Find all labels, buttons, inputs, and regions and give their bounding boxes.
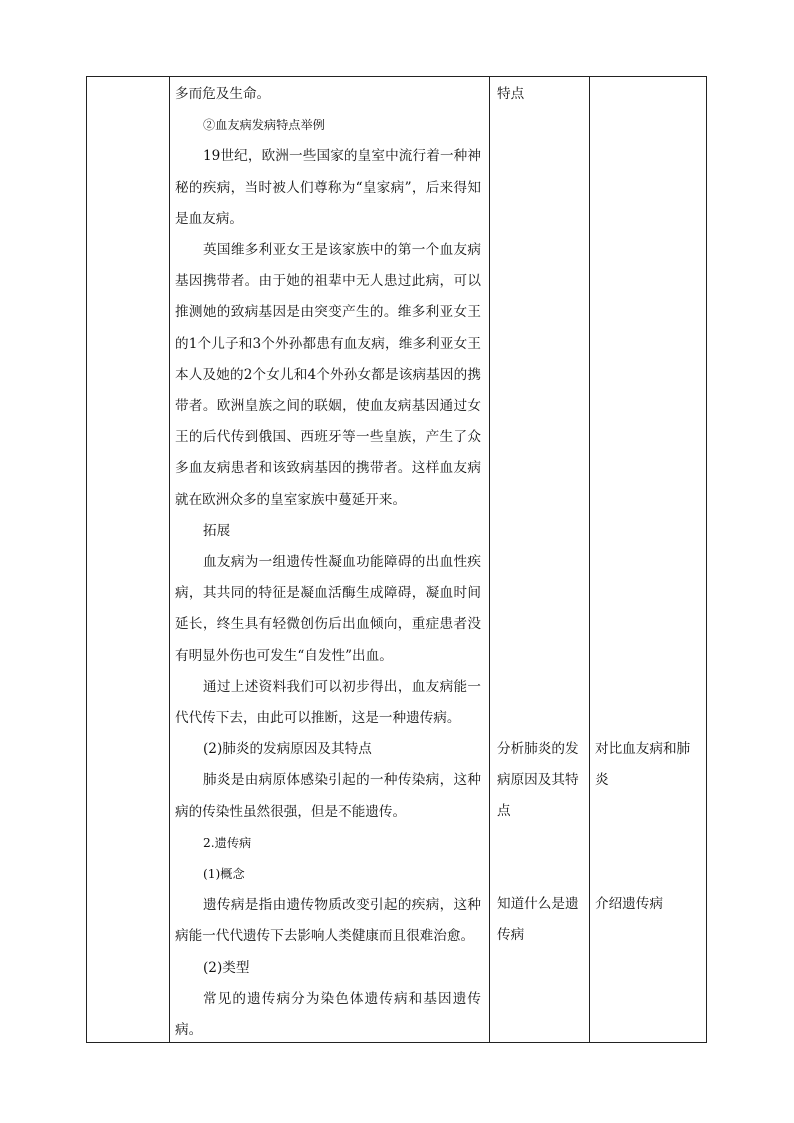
column-divider-1 <box>169 77 170 1042</box>
teaching-content-column <box>175 77 481 1046</box>
content-paragraph-4: 拓展 <box>203 522 231 539</box>
activity-cell-2: 分析肺炎的发病原因及其特点 <box>497 741 579 820</box>
content-paragraph-10: (1)概念 <box>203 867 245 882</box>
content-paragraph-0: 多而危及生命。 <box>175 86 271 102</box>
column-divider-2 <box>489 77 490 1042</box>
lesson-table <box>86 76 707 1043</box>
content-paragraph-1: ②血友病发病特点举例 <box>203 118 325 133</box>
content-paragraph-2: 19世纪，欧洲一些国家的皇室中流行着一种神秘的疾病，当时被人们尊称为“皇家病”，后来得知是血友病。 <box>175 148 481 227</box>
content-paragraph-5: 血友病为一组遗传性凝血功能障碍的出血性疾病，其共同的特征是凝血活酶生成障碍，凝血时间延长，终生具有轻微创伤后出血倾向，重症患者没有明显外伤也可发生“自发性”出血。 <box>175 554 481 664</box>
content-paragraph-11: 遗传病是指由遗传物质改变引起的疾病，这种病能一代代遗传下去影响人类健康而且很难治愈。 <box>175 897 481 945</box>
content-paragraph-13: 常见的遗传病分为染色体遗传病和基因遗传病。 <box>175 990 481 1039</box>
intent-cell-1: 对比血友病和肺炎 <box>595 741 691 789</box>
content-paragraph-3: 英国维多利亚女王是该家族中的第一个血友病基因携带者。由于她的祖辈中无人患过此病，可以推测她的致病基因是由突变产生的。维多利亚女王的1个儿子和3个外孙都患有血友病，维多利亚女王本人及她的2个女儿和4个外孙女都是该病基因的携带者。欧洲皇族之间的联姻，使血友病基因通过女王的后代传到俄国、西班牙等一些皇族，产生了众多血友病患者和该致病基因的携带者。这样血友病就在欧洲众多的皇室家族中蔓延开来。 <box>175 242 481 508</box>
content-paragraph-6: 通过上述资料我们可以初步得出，血友病能一代代传下去，由此可以推断，这是一种遗传病。 <box>175 678 481 727</box>
column-divider-3 <box>589 77 590 1042</box>
activity-cell-1: 特点 <box>497 86 525 102</box>
intent-cell-2: 介绍遗传病 <box>595 896 663 912</box>
content-paragraph-8: 肺炎是由病原体感染引起的一种传染病，这种病的传染性虽然很强，但是不能遗传。 <box>175 772 481 820</box>
activity-cell-3: 知道什么是遗传病 <box>497 896 579 944</box>
content-paragraph-9: 2.遗传病 <box>203 835 252 850</box>
content-paragraph-7: (2)肺炎的发病原因及其特点 <box>203 741 372 758</box>
content-paragraph-12: (2)类型 <box>203 959 250 976</box>
